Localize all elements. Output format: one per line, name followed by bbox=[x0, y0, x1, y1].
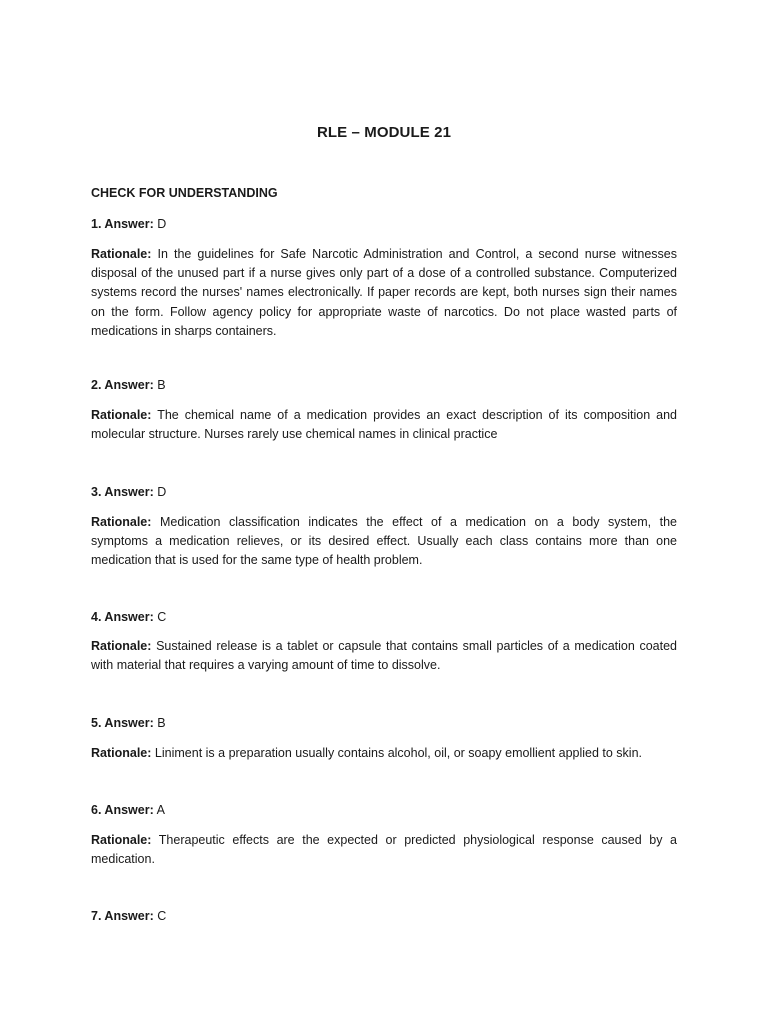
answer-choice: D bbox=[157, 217, 167, 231]
rationale-text-line: Medication classification indicates the effect of a medication on a body system, the bbox=[159, 515, 677, 529]
section-heading: CHECK FOR UNDERSTANDING bbox=[91, 186, 278, 200]
answer-choice: A bbox=[156, 803, 165, 817]
rationale-text-line: systems record the nurses' names electronically. If paper records are kept, both nurses sign their names bbox=[91, 285, 677, 300]
rationale-text-line: symptoms a medication relieves, or its desired effect. Usually each class contains more than one bbox=[91, 534, 677, 549]
rationale-text-line: medications in sharps containers. bbox=[91, 323, 277, 338]
rationale-label: Rationale: bbox=[91, 746, 152, 760]
page-title: RLE – MODULE 21 bbox=[316, 124, 452, 141]
rationale-1 bbox=[91, 245, 677, 341]
answer-7 bbox=[91, 909, 166, 923]
answer-label: 2. Answer: bbox=[91, 378, 154, 392]
rationale-label: Rationale: bbox=[91, 639, 152, 653]
rationale-text-line: Liniment is a preparation usually contains alcohol, oil, or soapy emollient applied to skin. bbox=[154, 746, 643, 760]
answer-choice: B bbox=[157, 378, 166, 392]
rationale-text-line: The chemical name of a medication provides an exact description of its composition and bbox=[157, 408, 677, 422]
rationale-3 bbox=[91, 513, 677, 571]
rationale-text-line: with material that requires a varying amount of time to dissolve. bbox=[91, 658, 441, 673]
answer-label: 7. Answer: bbox=[91, 909, 154, 923]
answer-6 bbox=[91, 803, 165, 817]
rationale-text-line: Therapeutic effects are the expected or predicted physiological response caused by a bbox=[158, 833, 677, 847]
answer-label: 1. Answer: bbox=[91, 217, 154, 231]
rationale-label: Rationale: bbox=[91, 833, 152, 847]
answer-label: 4. Answer: bbox=[91, 610, 154, 624]
rationale-text-line: medication that is used for the same type of health problem. bbox=[91, 553, 423, 568]
answer-choice: D bbox=[157, 485, 167, 499]
answer-4 bbox=[91, 610, 166, 624]
answer-2 bbox=[91, 378, 166, 392]
rationale-text-line: molecular structure. Nurses rarely use chemical names in clinical practice bbox=[91, 427, 498, 442]
answer-5 bbox=[91, 716, 166, 730]
rationale-text-line: In the guidelines for Safe Narcotic Administration and Control, a second nurse witnesses bbox=[157, 247, 677, 261]
rationale-label: Rationale: bbox=[91, 408, 152, 422]
rationale-text-line: disposal of the unused part if a nurse gives only part of a dose of a controlled substance. Computerized bbox=[91, 266, 677, 281]
answer-choice: B bbox=[157, 716, 166, 730]
rationale-text-line: on the form. Follow agency policy for appropriate waste of narcotics. Do not place wasted parts of bbox=[91, 304, 677, 319]
rationale-text-line: Sustained release is a tablet or capsule that contains small particles of a medication coated bbox=[156, 639, 677, 653]
answer-1 bbox=[91, 217, 166, 231]
rationale-2 bbox=[91, 406, 677, 444]
answer-label: 3. Answer: bbox=[91, 485, 154, 499]
answer-choice: C bbox=[157, 909, 167, 923]
rationale-5 bbox=[91, 744, 677, 763]
answer-choice: C bbox=[157, 610, 167, 624]
answer-label: 6. Answer: bbox=[91, 803, 154, 817]
rationale-label: Rationale: bbox=[91, 515, 152, 529]
rationale-4 bbox=[91, 637, 677, 675]
rationale-label: Rationale: bbox=[91, 247, 152, 261]
rationale-6 bbox=[91, 831, 677, 869]
answer-3 bbox=[91, 485, 166, 499]
rationale-text-line: medication. bbox=[91, 852, 155, 867]
answer-label: 5. Answer: bbox=[91, 716, 154, 730]
